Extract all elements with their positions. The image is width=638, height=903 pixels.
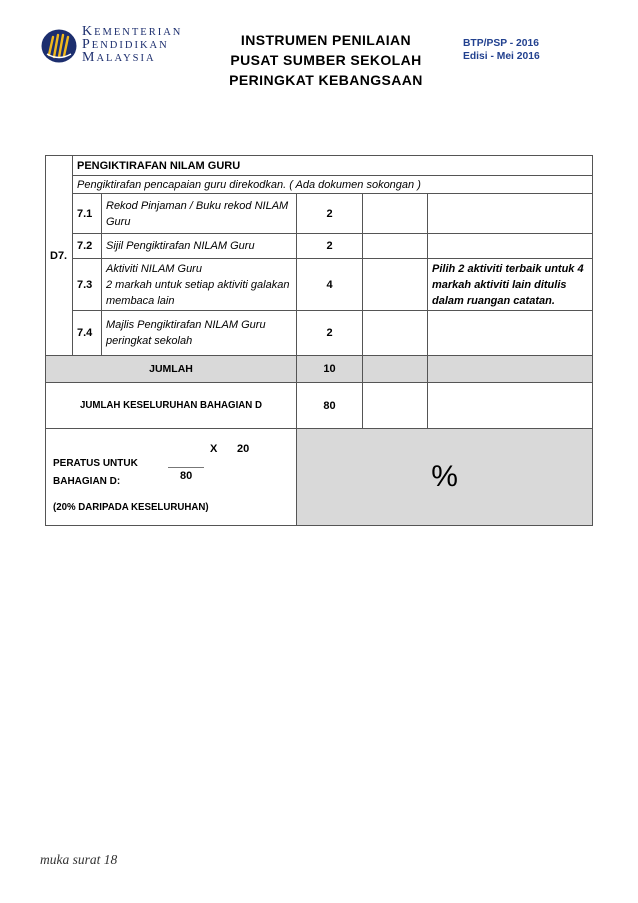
assessment-table: [45, 155, 593, 526]
item-number: 7.3: [73, 259, 102, 311]
section-total-row: [46, 356, 593, 383]
section-title: PENGIKTIRAFAN NILAM GURU: [73, 156, 593, 176]
percentage-label-line: PERATUS UNTUK: [53, 457, 138, 469]
max-marks: 2: [297, 311, 363, 356]
item-description: [102, 259, 297, 311]
section-description: Pengiktirafan pencapaian guru direkodkan. ( Ada dokumen sokongan ): [73, 176, 593, 194]
multiplier-value: 20: [237, 442, 250, 455]
title-line-3: PERINGKAT KEBANGSAAN: [229, 72, 423, 88]
shaded-cell: [428, 356, 593, 383]
ministry-emblem-icon: [40, 28, 78, 64]
multiply-symbol: X: [210, 442, 218, 455]
marks-obtained-cell: [363, 383, 428, 429]
percentage-formula-cell: [46, 429, 297, 526]
remarks-note-line: dalam ruangan catatan.: [432, 294, 555, 307]
item-description: [102, 194, 297, 234]
grand-total-marks: 80: [297, 383, 363, 429]
percentage-result-cell: %: [297, 429, 593, 526]
percentage-formula: [50, 430, 292, 525]
remarks-cell: [428, 234, 593, 259]
item-description-line: 2 markah untuk setiap aktiviti galakan: [106, 278, 290, 291]
logo-line-1: KEMENTERIAN: [82, 24, 183, 39]
fraction-denominator: 80: [180, 469, 193, 482]
logo-line-2: PENDIDIKAN: [82, 37, 169, 52]
criteria-row: [46, 194, 593, 234]
item-number: 7.1: [73, 194, 102, 234]
max-marks: 4: [297, 259, 363, 311]
grand-total-row: [46, 383, 593, 429]
marks-obtained-cell: [363, 259, 428, 311]
title-line-1: INSTRUMEN PENILAIAN: [240, 32, 412, 48]
item-description-line: Sijil Pengiktirafan NILAM Guru: [106, 240, 255, 252]
ministry-wordmark: [82, 26, 182, 65]
criteria-row: [46, 259, 593, 311]
remarks-cell: [428, 194, 593, 234]
shaded-cell: [363, 356, 428, 383]
max-marks: 2: [297, 194, 363, 234]
section-total-label: JUMLAH: [46, 356, 297, 383]
document-code-block: [463, 37, 540, 63]
item-description-line: peringkat sekolah: [106, 335, 193, 347]
item-description-line: Guru: [106, 215, 131, 228]
marks-obtained-cell: [363, 194, 428, 234]
remarks-note-line: Pilih 2 aktiviti terbaik untuk 4: [432, 262, 584, 275]
criteria-row: [46, 234, 593, 259]
page-number: muka surat 18: [40, 852, 118, 867]
document-code: BTP/PSP - 2016: [463, 38, 539, 49]
criteria-row: [46, 311, 593, 356]
item-number: 7.2: [73, 234, 102, 259]
item-description-line: membaca lain: [106, 294, 175, 307]
document-title: [216, 30, 436, 90]
item-description-line: Majlis Pengiktirafan NILAM Guru: [106, 319, 266, 331]
item-description: [102, 311, 297, 356]
max-marks: 2: [297, 234, 363, 259]
remarks-cell: [428, 311, 593, 356]
item-number: 7.4: [73, 311, 102, 356]
section-total-marks: 10: [297, 356, 363, 383]
section-description-row: [46, 176, 593, 194]
remarks-note: [428, 259, 593, 311]
title-line-2: PUSAT SUMBER SEKOLAH: [230, 52, 422, 68]
logo-line-3: MALAYSIA: [82, 50, 156, 65]
percentage-note: (20% DARIPADA KESELURUHAN): [53, 501, 209, 513]
grand-total-label: JUMLAH KESELURUHAN BAHAGIAN D: [46, 383, 297, 429]
remarks-note-line: markah aktiviti lain ditulis: [432, 278, 567, 291]
fraction-bar: [168, 467, 204, 468]
marks-obtained-cell: [363, 311, 428, 356]
percentage-label-line: BAHAGIAN D:: [53, 475, 121, 487]
document-edition: Edisi - Mei 2016: [463, 51, 540, 62]
section-header-row: [46, 156, 593, 176]
remarks-cell: [428, 383, 593, 429]
item-description-line: Rekod Pinjaman / Buku rekod NILAM: [106, 199, 289, 212]
ministry-logo: [40, 26, 195, 66]
section-code: D7.: [46, 156, 73, 356]
marks-obtained-cell: [363, 234, 428, 259]
item-description-line: Aktiviti NILAM Guru: [106, 262, 202, 275]
percentage-row: [46, 429, 593, 526]
item-description: [102, 234, 297, 259]
